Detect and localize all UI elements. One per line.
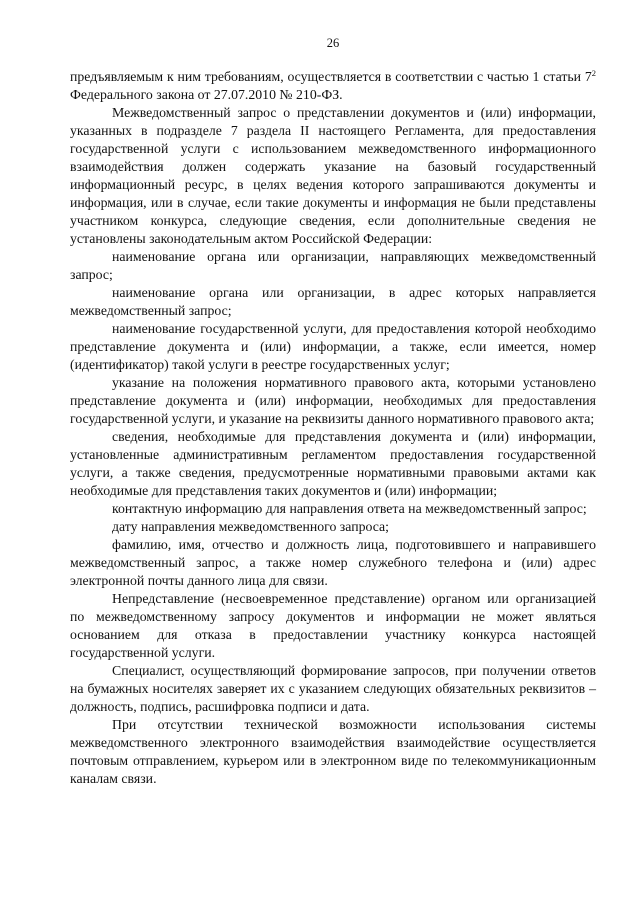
paragraph-non-submission: Непредставление (несвоевременное представление) органом или организацией по межведомственному запросу документов и информации не может являться основанием для отказа в предоставлении участнику конкурса настоящей государственной услуги. bbox=[70, 591, 596, 660]
list-item-service-name: наименование государственной услуги, для предоставления которой необходимо представление документа и (или) информации, а также, если имеется, номер (идентификатор) такой услуги в реестре государственных услуг; bbox=[70, 321, 596, 372]
list-item-addressee-body: наименование органа или организации, в адрес которых направляется межведомственный запрос; bbox=[70, 285, 596, 318]
list-item-required-info: сведения, необходимые для представления документа и (или) информации, установленные административным регламентом предоставления государственной услуги, а также сведения, предусмотренные нормативными правовыми актами как необходимые для представления таких документов и (или) информации; bbox=[70, 429, 596, 498]
page-number: 26 bbox=[326, 36, 340, 50]
list-item-requesting-body: наименование органа или организации, направляющих межведомственный запрос; bbox=[70, 249, 596, 282]
list-item-responsible-person: фамилию, имя, отчество и должность лица, подготовившего и направившего межведомственный запрос, а также номер служебного телефона и (или) адрес электронной почты данного лица для связи. bbox=[70, 537, 596, 588]
paragraph-specialist: Специалист, осуществляющий формирование запросов, при получении ответов на бумажных носителях заверяет их с указанием следующих обязательных реквизитов – должность, подпись, расшифровка подписи и дата. bbox=[70, 663, 596, 714]
document-page bbox=[70, 34, 596, 788]
paragraph-text: Федерального закона от 27.07.2010 № 210-ФЗ. bbox=[70, 87, 343, 102]
paragraph-continuation bbox=[70, 68, 596, 104]
paragraph-no-technical-possibility: При отсутствии технической возможности использования системы межведомственного электронного взаимодействия взаимодействие осуществляется почтовым отправлением, курьером или в электронном виде по телекоммуникационным каналам связи. bbox=[70, 717, 596, 786]
paragraph-text: предъявляемым к ним требованиям, осуществляется в соответствии с частью 1 статьи 7 bbox=[70, 69, 592, 84]
article-superscript: 2 bbox=[591, 68, 596, 78]
list-item-request-date: дату направления межведомственного запроса; bbox=[112, 519, 389, 534]
list-item-legal-act: указание на положения нормативного правового акта, которыми установлено представление документа и (или) информации, необходимых для предоставления государственной услуги, и указание на реквизиты данного нормативного правового акта; bbox=[70, 375, 596, 426]
list-item-contact-info: контактную информацию для направления ответа на межведомственный запрос; bbox=[112, 501, 587, 516]
paragraph-interagency-request: Межведомственный запрос о представлении документов и (или) информации, указанных в подразделе 7 раздела II настоящего Регламента, для предоставления государственной услуги с использованием межведомственного информационного взаимодействия должен содержать указание на базовый государственный информационный ресурс, в целях ведения которого запрашиваются документы и информация, или в случае, если такие документы и информация не были представлены участником конкурса, следующие сведения, если дополнительные сведения не установлены законодательным актом Российской Федерации: bbox=[70, 105, 596, 246]
